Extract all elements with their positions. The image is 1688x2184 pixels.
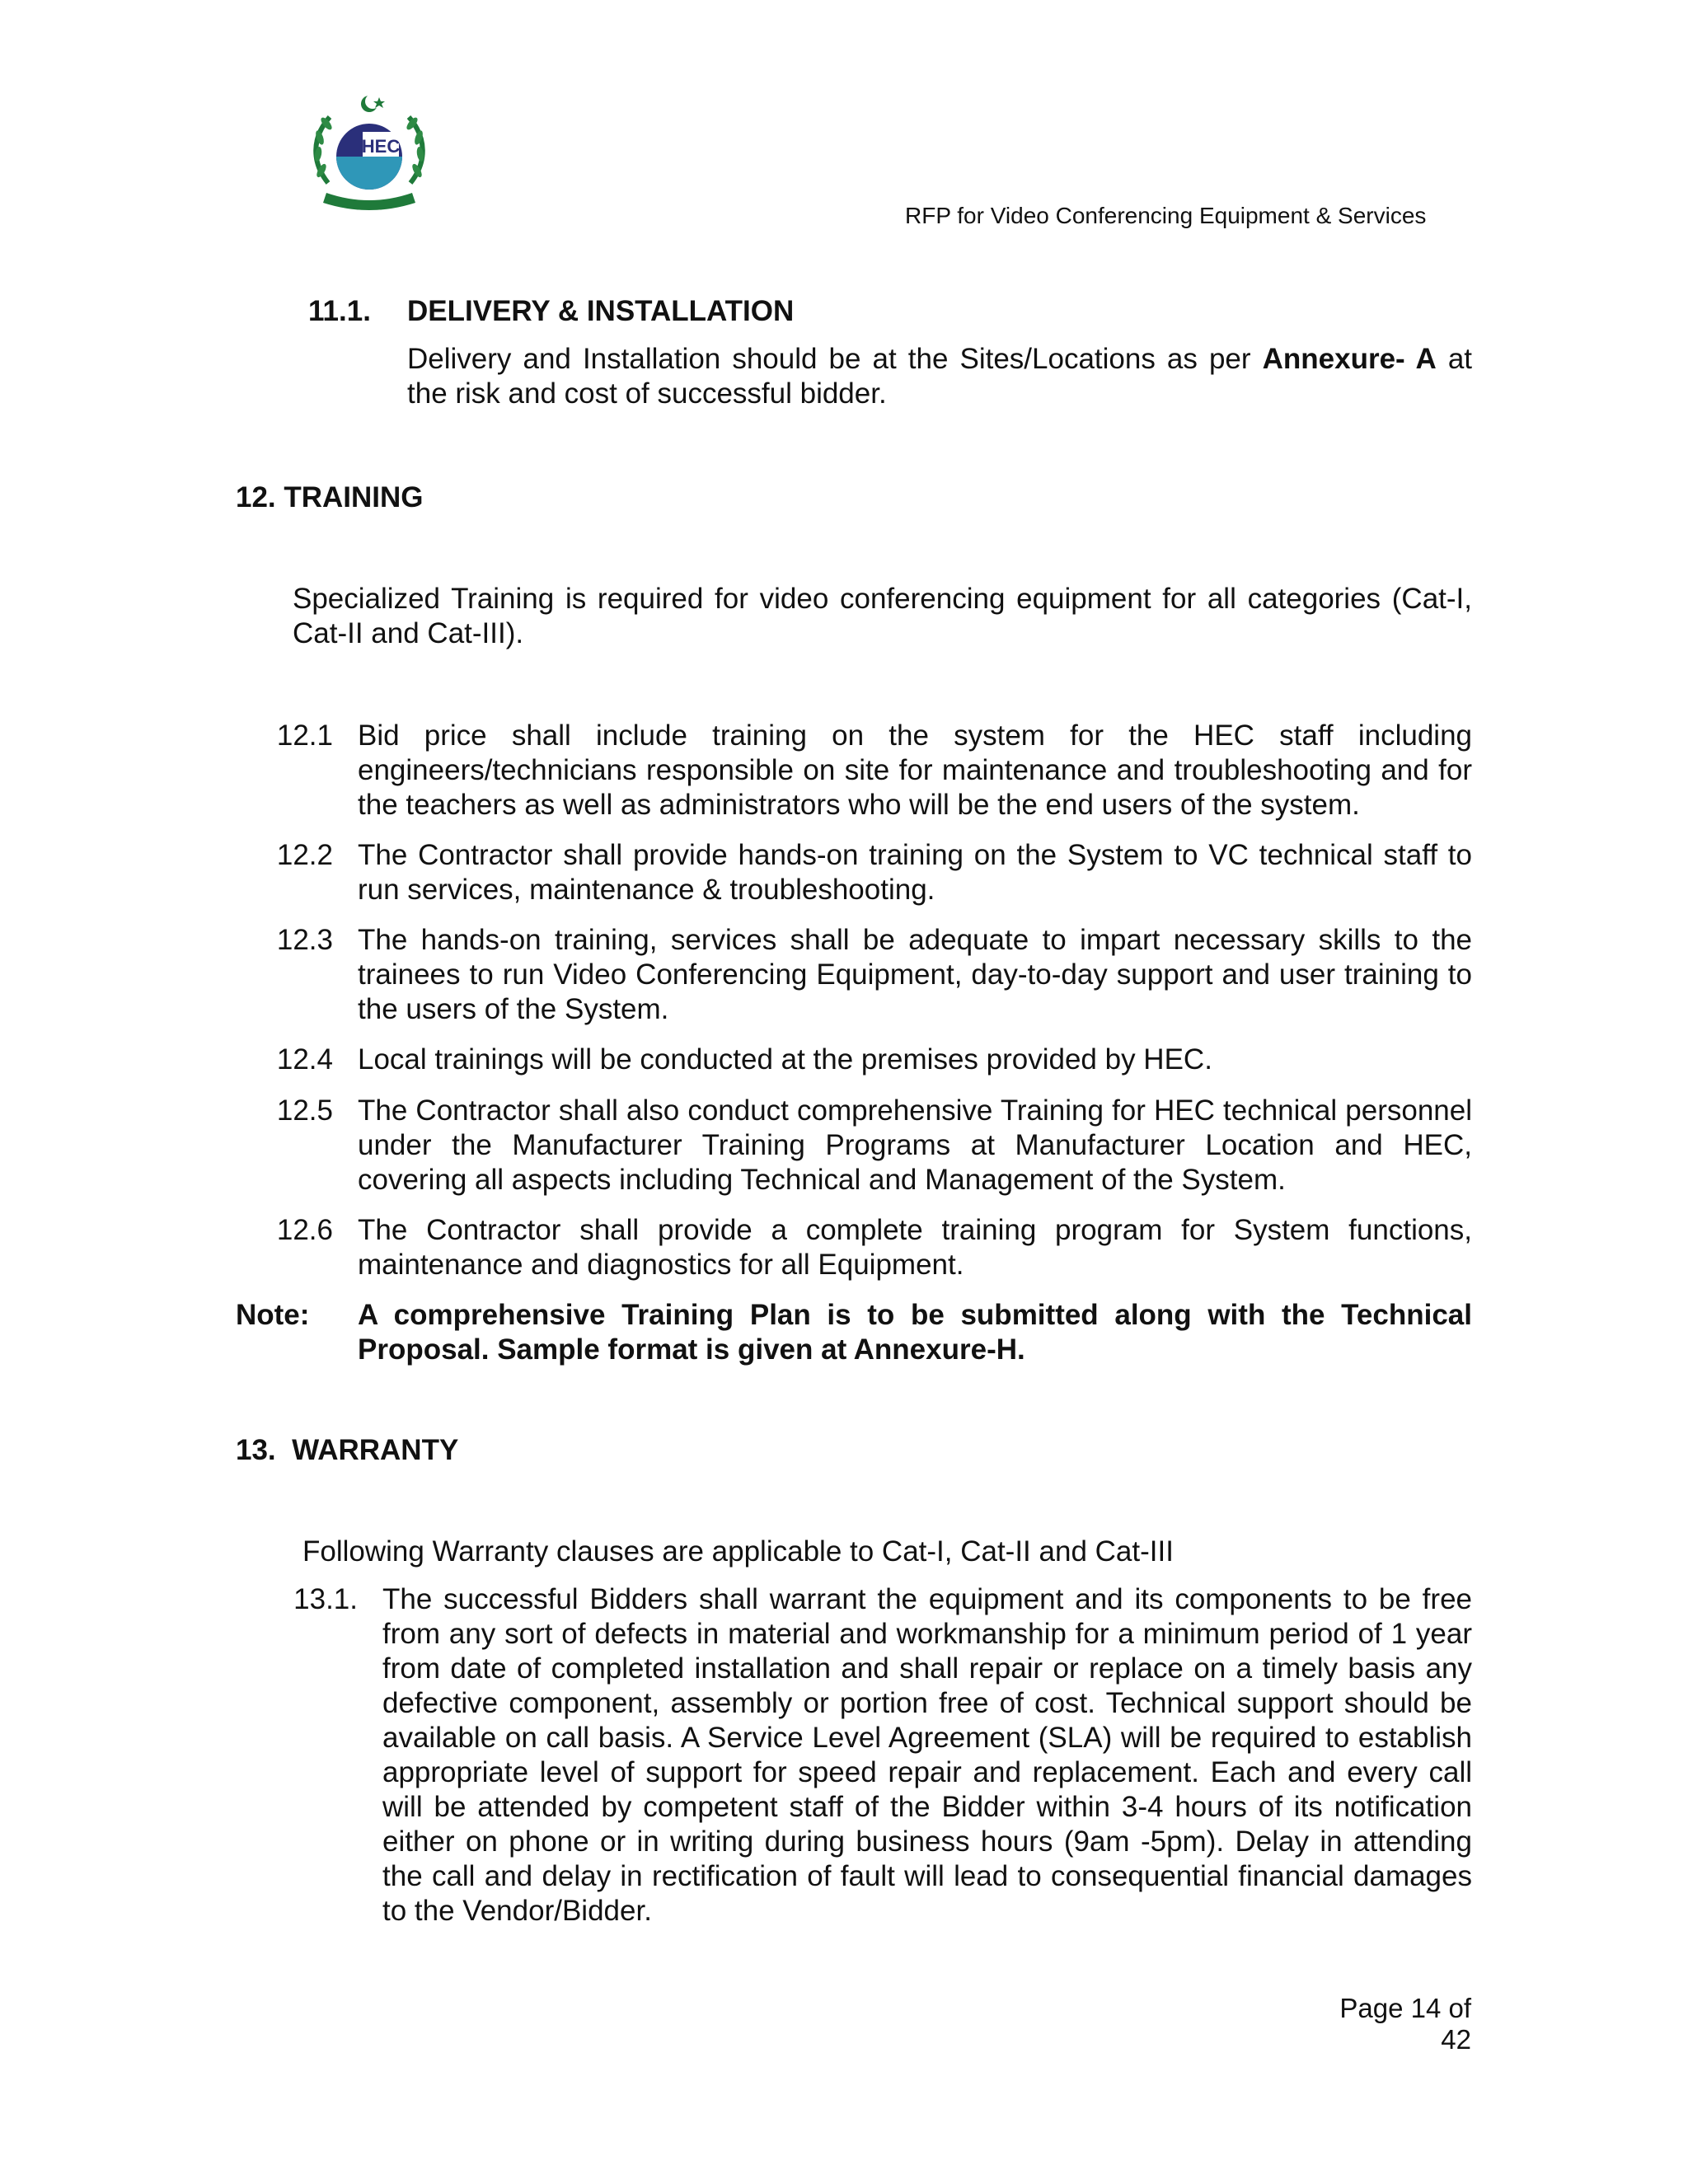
annexure-a-reference: Annexure- A bbox=[1262, 343, 1437, 375]
section-11-1-paragraph bbox=[407, 342, 1472, 411]
warranty-item-text: The successful Bidders shall warrant the equipment and its components to be free from any sort of defects in material and workmanship for a minimum period of 1 year from date of completed installation and shall repair or replace on a timely basis any defective component, assembly or portion free of cost. Technical support should be available on call basis. A Service Level Agreement (SLA) will be required to establish appropriate level of support for speed repair and replacement. Each and every call will be attended by competent staff of the Bidder within 3-4 hours of its notification either on phone or in writing during business hours (9am -5pm). Delay in attending the call and delay in rectification of fault will lead to consequential financial damages to the Vendor/Bidder. bbox=[382, 1583, 1472, 1927]
training-item-number: 12.4 bbox=[276, 1043, 333, 1076]
training-item-text: The Contractor shall provide a complete training program for System functions, maintenance and diagnostics for all Equipment. bbox=[358, 1214, 1472, 1281]
section-12-intro: Specialized Training is required for video conferencing equipment for all categories (Cat-I, Cat-II and Cat-III). bbox=[293, 583, 1472, 649]
page-number: Page 14 of 42 bbox=[1339, 1993, 1471, 2055]
hec-logo bbox=[303, 92, 435, 224]
training-item-number: 12.3 bbox=[276, 924, 333, 956]
training-plan-note: A comprehensive Training Plan is to be submitted along with the Technical Proposal. Sample format is given at Annexure-H. bbox=[358, 1299, 1472, 1366]
training-item-text: The Contractor shall also conduct comprehensive Training for HEC technical personnel under the Manufacturer Training Programs at Manufacturer Location and HEC, covering all aspects including Technical and Management of the System. bbox=[358, 1094, 1472, 1196]
training-item-number: 12.2 bbox=[276, 839, 333, 871]
training-item-text: The Contractor shall provide hands-on training on the System to VC technical staff to run services, maintenance & troubleshooting. bbox=[358, 839, 1472, 906]
document-title: RFP for Video Conferencing Equipment & Services bbox=[905, 203, 1427, 228]
section-11-1-text-end: at the risk and cost of successful bidder. bbox=[407, 343, 1473, 410]
section-11-1-number: 11.1. bbox=[308, 295, 371, 327]
hec-emblem-icon bbox=[303, 92, 435, 224]
training-item-text: Bid price shall include training on the system for the HEC staff including engineers/technicians responsible on site for maintenance and troubleshooting and for the teachers as well as administrators who will be the end users of the system. bbox=[358, 719, 1472, 821]
section-11-1-text: Delivery and Installation should be at the Sites/Locations as per bbox=[407, 343, 1263, 375]
training-item-text: The hands-on training, services shall be adequate to impart necessary skills to the trainees to run Video Conferencing Equipment, day-to-day support and user training to the users of the System. bbox=[358, 924, 1472, 1025]
training-item-number: 12.1 bbox=[276, 719, 333, 752]
training-item-number: 12.6 bbox=[276, 1214, 333, 1246]
section-13-heading: 13. WARRANTY bbox=[236, 1434, 459, 1466]
section-11-1-title: DELIVERY & INSTALLATION bbox=[407, 295, 795, 327]
section-13-intro: Following Warranty clauses are applicable to Cat-I, Cat-II and Cat-III bbox=[302, 1535, 1174, 1568]
section-12-heading: 12. TRAINING bbox=[236, 481, 424, 513]
note-label: Note: bbox=[236, 1299, 310, 1331]
training-item-text: Local trainings will be conducted at the premises provided by HEC. bbox=[358, 1043, 1212, 1076]
warranty-item-number: 13.1. bbox=[293, 1583, 358, 1615]
training-item-number: 12.5 bbox=[276, 1094, 333, 1127]
logo-text: HEC bbox=[361, 136, 401, 157]
